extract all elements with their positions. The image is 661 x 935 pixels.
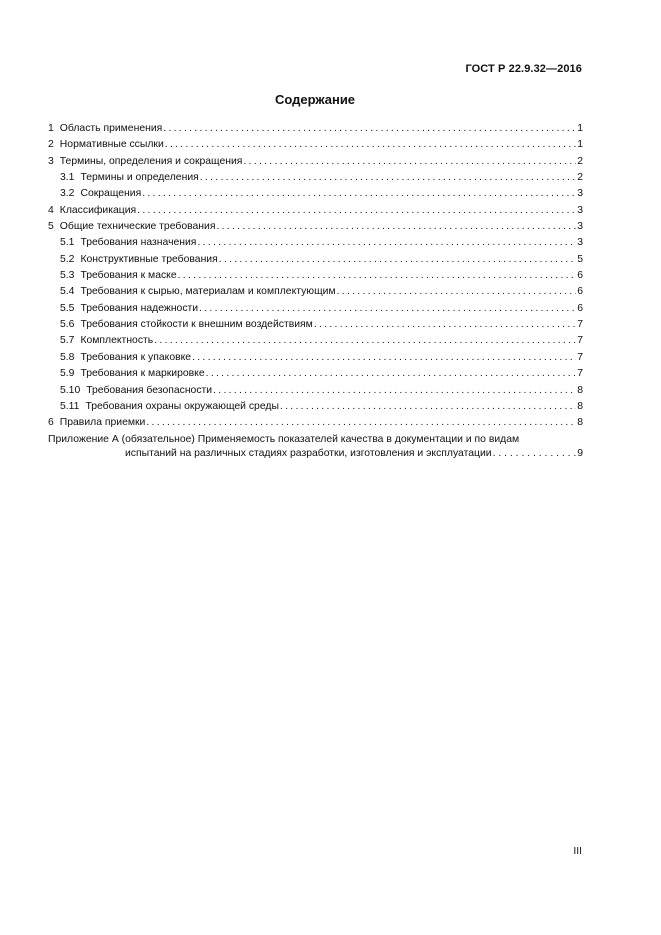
dot-leader	[163, 121, 576, 137]
toc-entry-page: 3	[577, 221, 583, 233]
toc-entry-page: 8	[577, 384, 583, 396]
toc-entry-5-4[interactable]	[48, 284, 583, 300]
toc-entry-label: Требования надежности	[80, 302, 199, 314]
dot-leader	[206, 366, 577, 382]
toc-entry-page: 3	[577, 204, 583, 216]
dot-leader	[314, 317, 576, 333]
table-of-contents	[48, 121, 583, 462]
toc-entry-label: Сокращения	[80, 188, 142, 200]
dot-leader	[142, 186, 576, 202]
dot-leader	[199, 301, 576, 317]
dot-leader	[280, 399, 576, 415]
toc-entry-5-6[interactable]	[48, 317, 583, 333]
toc-entry-5-2[interactable]	[48, 252, 583, 268]
toc-entry-number: 5.7	[60, 335, 75, 347]
toc-entry-number: 5.4	[60, 286, 75, 298]
toc-entry-4[interactable]	[48, 203, 583, 219]
toc-entry-label: Конструктивные требования	[80, 253, 218, 265]
toc-title: Содержание	[274, 92, 356, 107]
appendix-title-continuation	[48, 446, 583, 462]
toc-entry-2[interactable]	[48, 137, 583, 153]
dot-leader	[219, 252, 576, 268]
toc-entry-label: Требования к маске	[80, 270, 177, 282]
toc-entry-number: 5	[48, 221, 54, 233]
toc-entry-number: 1	[48, 123, 54, 134]
dot-leader	[216, 219, 576, 235]
dot-leader	[213, 383, 576, 399]
dot-leader	[337, 284, 577, 300]
toc-entry-number: 5.5	[60, 302, 75, 314]
toc-entry-5-7[interactable]	[48, 333, 583, 349]
toc-entry-label: Требования охраны окружающей среды	[85, 400, 279, 412]
toc-entry-page: 8	[577, 417, 583, 429]
toc-entry-5-5[interactable]	[48, 301, 583, 317]
toc-entry-number: 5.8	[60, 351, 75, 363]
toc-entry-label: Область применения	[59, 123, 163, 134]
toc-entry-page: 2	[577, 172, 583, 184]
toc-entry-label: Комплектность	[80, 335, 154, 347]
toc-entry-number: 6	[48, 417, 54, 429]
toc-entry-5-3[interactable]	[48, 268, 583, 284]
toc-entry-3[interactable]	[48, 154, 583, 170]
dot-leader	[146, 415, 576, 431]
toc-entry-label: Требования к маркировке	[80, 368, 205, 380]
toc-entry-number: 2	[48, 139, 54, 151]
toc-entry-label: Классификация	[59, 204, 137, 216]
toc-entry-3-2[interactable]	[48, 186, 583, 202]
toc-entry-label: Требования стойкости к внешним воздействиям	[80, 319, 313, 331]
toc-entry-number: 5.2	[60, 253, 75, 265]
dot-leader	[154, 333, 576, 349]
toc-entry-label: Требования назначения	[80, 237, 197, 249]
toc-entry-page: 6	[577, 302, 583, 314]
toc-entry-page: 6	[577, 270, 583, 282]
toc-entry-5-1[interactable]	[48, 235, 583, 251]
toc-entry-5-9[interactable]	[48, 366, 583, 382]
toc-entry-5-8[interactable]	[48, 350, 583, 366]
dot-leader	[178, 268, 577, 284]
toc-entry-6[interactable]	[48, 415, 583, 431]
toc-entry-page: 5	[577, 253, 583, 265]
dot-leader	[493, 446, 577, 462]
appendix-title-line: Приложение А (обязательное) Применяемость показателей качества в документации и по видам	[48, 433, 520, 445]
toc-entry-page: 7	[577, 335, 583, 347]
toc-entry-page: 7	[577, 351, 583, 363]
dot-leader	[137, 203, 576, 219]
toc-entry-label: Нормативные ссылки	[59, 139, 164, 151]
toc-entry-page: 3	[577, 237, 583, 249]
toc-entry-5-11[interactable]	[48, 399, 583, 415]
dot-leader	[243, 154, 576, 170]
toc-entry-page: 9	[577, 447, 583, 459]
toc-entry-page: 6	[577, 286, 583, 298]
toc-entry-number: 3	[48, 155, 54, 167]
toc-entry-appendix-a[interactable]	[48, 432, 583, 462]
toc-entry-label: Общие технические требования	[59, 221, 216, 233]
toc-entry-number: 4	[48, 204, 54, 216]
page-number: III	[573, 846, 582, 857]
appendix-title-line2: испытаний на различных стадиях разработки, изготовления и эксплуатации	[125, 447, 492, 459]
toc-entry-number: 5.11	[60, 400, 80, 412]
toc-entry-page: 1	[577, 123, 583, 134]
toc-entry-number: 5.6	[60, 319, 75, 331]
document-code: ГОСТ Р 22.9.32—2016	[465, 63, 582, 75]
toc-entry-page: 8	[577, 400, 583, 412]
toc-entry-number: 5.1	[60, 237, 75, 249]
toc-entry-page: 1	[577, 139, 583, 151]
toc-entry-5-10[interactable]	[48, 383, 583, 399]
toc-entry-label: Правила приемки	[59, 417, 146, 429]
toc-entry-page: 2	[577, 155, 583, 167]
toc-entry-number: 3.2	[60, 188, 75, 200]
toc-entry-5[interactable]	[48, 219, 583, 235]
toc-entry-page: 7	[577, 368, 583, 380]
dot-leader	[200, 170, 576, 186]
toc-entry-label: Требования безопасности	[86, 384, 213, 396]
toc-entry-label: Требования к сырью, материалам и комплектующим	[80, 286, 336, 298]
dot-leader	[165, 137, 576, 153]
toc-entry-1[interactable]	[48, 121, 583, 137]
toc-entry-number: 3.1	[60, 172, 75, 184]
toc-entry-page: 3	[577, 188, 583, 200]
toc-entry-number: 5.3	[60, 270, 75, 282]
toc-entry-label: Термины, определения и сокращения	[59, 155, 243, 167]
toc-entry-label: Требования к упаковке	[80, 351, 192, 363]
dot-leader	[192, 350, 576, 366]
toc-entry-label: Термины и определения	[80, 172, 199, 184]
toc-entry-3-1[interactable]	[48, 170, 583, 186]
dot-leader	[197, 235, 576, 251]
toc-entry-number: 5.9	[60, 368, 75, 380]
toc-entry-page: 7	[577, 319, 583, 331]
toc-entry-number: 5.10	[60, 384, 81, 396]
